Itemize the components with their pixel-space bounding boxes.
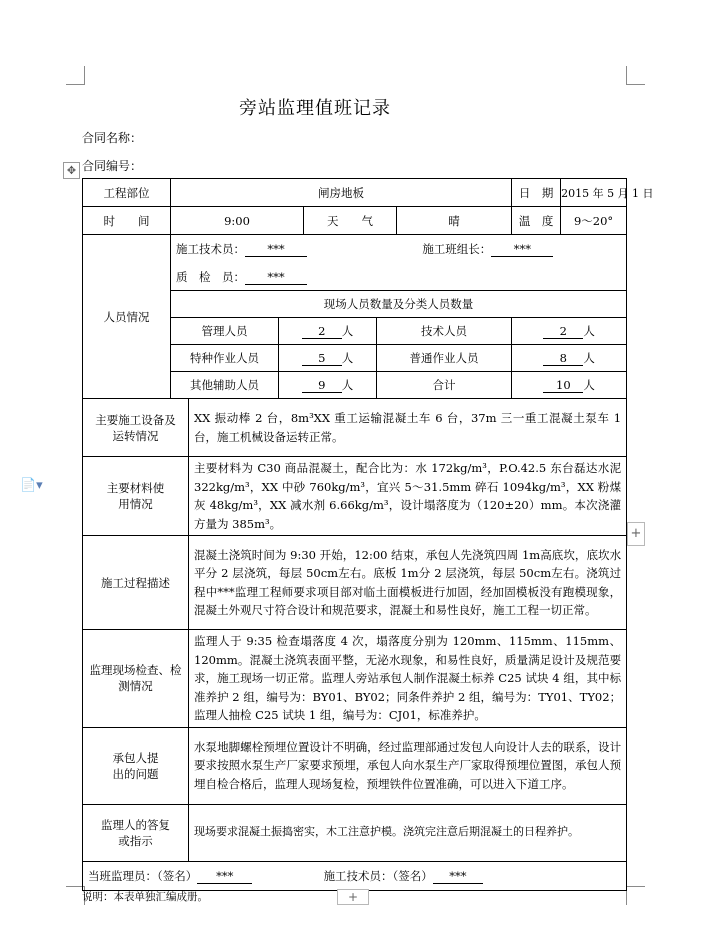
unit-label: 人 xyxy=(341,378,354,392)
leader-label: 施工班组长： xyxy=(422,242,492,257)
unit-label: 人 xyxy=(583,378,595,392)
count-value[interactable]: 2 xyxy=(543,324,583,339)
unit-label: 人 xyxy=(341,324,354,338)
signature-row xyxy=(83,861,627,890)
tech-sign-label: 施工技术员：（签名） xyxy=(323,868,433,883)
page-title: 旁站监理值班记录 xyxy=(239,98,391,119)
temp-value[interactable]: 9～20° xyxy=(561,207,627,235)
contract-name-label: 合同名称： xyxy=(82,131,143,145)
date-value[interactable]: 2015 年 5 月 1 日 xyxy=(561,179,627,207)
record-table xyxy=(82,178,654,891)
personnel-label: 人员情况 xyxy=(83,235,171,399)
tech-label: 施工技术员： xyxy=(176,242,245,257)
weather-value[interactable]: 晴 xyxy=(397,207,512,235)
time-label: 时 间 xyxy=(83,207,171,235)
supervisor-sign-value[interactable]: *** xyxy=(197,869,252,884)
count-title: 现场人员数量及分类人员数量 xyxy=(171,291,627,318)
supervisor-sign-label: 当班监理员：（签名） xyxy=(88,868,198,883)
section-text[interactable]: XX 振动棒 2 台，8m³XX 重工运输混凝土车 6 台，37m 三一重工混凝土泵车 1 台，施工机械设备运转正常。 xyxy=(189,399,627,457)
weather-label: 天 气 xyxy=(304,207,397,235)
section-text[interactable]: 主要材料为 C30 商品混凝土，配合比为：水 172kg/m³，P.O.42.5 东台磊达水泥 322kg/m³，XX 中砂 760kg/m³，宜兴 5～31.5mm 碎石 1094kg/m³，XX 粉煤灰 48kg/m³，XX 减水剂 6.66kg/m³，设计塌落度为（120±20）mm。本次浇灌方量为 385m³。 xyxy=(189,457,627,536)
count-value[interactable]: 9 xyxy=(302,378,342,393)
personnel-names-row xyxy=(171,235,627,264)
contract-no-label: 合同编号： xyxy=(82,159,143,173)
section-text[interactable]: 监理人于 9:35 检查塌落度 4 次，塌落度分别为 120mm、115mm、115mm、120mm。混凝土浇筑表面平整，无泌水现象，和易性良好，质量满足设计及规范要求，施工现场一切正常。监理人旁站承包人制作混凝土标养 C25 试块 4 组，其中标准养护 2 组，编号为：BY01、BY02；同条件养护 2 组，编号为：TY01、TY02；监理人抽检 C25 试块 1 组，编号为：CJ01，标准养护。 xyxy=(189,630,627,728)
add-column-button[interactable]: + xyxy=(627,522,645,546)
unit-label: 人 xyxy=(583,324,595,338)
count-value[interactable]: 8 xyxy=(543,351,583,366)
document-icon[interactable]: 📄▾ xyxy=(20,478,43,493)
count-label: 合计 xyxy=(377,372,512,399)
add-row-button[interactable]: + xyxy=(337,889,369,905)
qc-value[interactable]: *** xyxy=(245,270,307,285)
move-icon[interactable]: ✥ xyxy=(63,162,80,179)
count-label: 普通作业人员 xyxy=(377,345,512,372)
page-corner-mark xyxy=(66,66,85,85)
footnote: 说明：本表单独汇编成册。 xyxy=(82,891,208,903)
section-label: 施工过程描述 xyxy=(83,536,189,630)
tech-sign-value[interactable]: *** xyxy=(433,869,483,884)
temp-label: 温 度 xyxy=(512,207,561,235)
part-label: 工程部位 xyxy=(83,179,171,207)
count-value[interactable]: 10 xyxy=(543,378,583,393)
unit-label: 人 xyxy=(341,351,354,365)
part-value[interactable]: 闸房地板 xyxy=(171,179,512,207)
qc-row xyxy=(171,264,627,291)
count-label: 其他辅助人员 xyxy=(171,372,279,399)
section-label: 监理人的答复或指示 xyxy=(83,804,189,861)
qc-label: 质 检 员： xyxy=(176,269,245,284)
leader-value[interactable]: *** xyxy=(491,242,553,257)
section-text[interactable]: 水泵地脚螺栓预埋位置设计不明确，经过监理部通过发包人向设计人去的联系，设计要求按照水泵生产厂家要求预埋，承包人向水泵生产厂家取得预埋位置图，承包人预埋自检合格后，监理人现场复检，预埋铁件位置准确，可以进入下道工序。 xyxy=(189,727,627,804)
section-text[interactable]: 现场要求混凝土振捣密实，木工注意护模。浇筑完注意后期混凝土的日程养护。 xyxy=(189,804,627,861)
page-corner-mark xyxy=(626,886,645,905)
section-label: 主要施工设备及运转情况 xyxy=(83,399,189,457)
unit-label: 人 xyxy=(583,351,595,365)
count-label: 技术人员 xyxy=(377,318,512,345)
time-value[interactable]: 9:00 xyxy=(171,207,304,235)
section-label: 主要材料使用情况 xyxy=(83,457,189,536)
date-label: 日 期 xyxy=(512,179,561,207)
count-label: 管理人员 xyxy=(171,318,279,345)
section-text[interactable]: 混凝土浇筑时间为 9:30 开始，12:00 结束，承包人先浇筑四周 1m高底坎，底坎水平分 2 层浇筑，每层 50cm左右。底板 1m分 2 层浇筑，每层 50cm左右。浇筑过程中***监理工程师要求项目部对临土面模板进行加固，经加固模板没有跑模现象，混凝土外观尺寸符合设计和规范要求，混凝土和易性良好，施工工程一切正常。 xyxy=(189,536,627,630)
count-value[interactable]: 2 xyxy=(302,324,342,339)
tech-value[interactable]: *** xyxy=(245,242,307,257)
page-corner-mark xyxy=(626,66,645,85)
section-label: 承包人提出的问题 xyxy=(83,727,189,804)
section-label: 监理现场检查、检测情况 xyxy=(83,630,189,728)
count-value[interactable]: 5 xyxy=(302,351,342,366)
count-label: 特种作业人员 xyxy=(171,345,279,372)
